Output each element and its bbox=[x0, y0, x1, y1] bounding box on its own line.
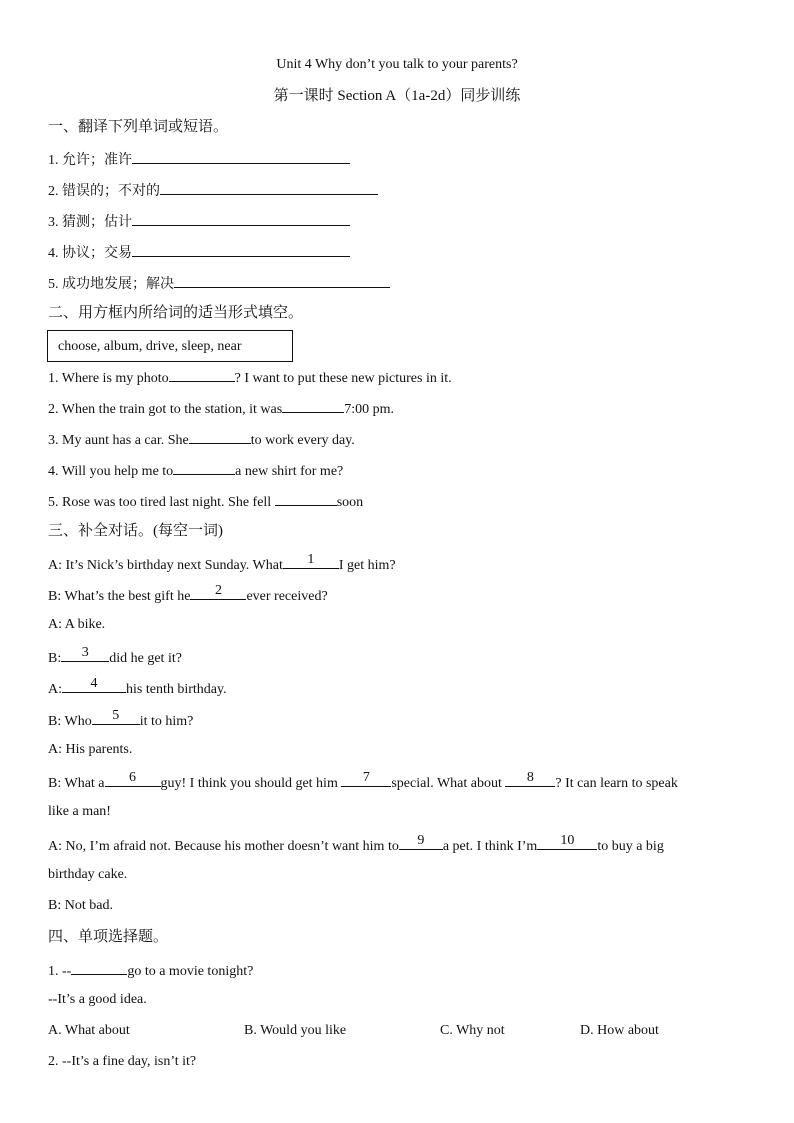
sec1-item-4 bbox=[48, 242, 350, 263]
section-1-heading: 一、翻译下列单词或短语。 bbox=[48, 119, 229, 135]
answer-blank-4[interactable] bbox=[62, 678, 126, 693]
sec2-q5-text-a: 5. Rose was too tired last night. She fell bbox=[48, 495, 275, 510]
sec2-q1 bbox=[48, 367, 452, 388]
dialogue-line-7: A: His parents. bbox=[48, 742, 133, 757]
sec2-q4 bbox=[48, 460, 343, 481]
blank-number: 3 bbox=[81, 645, 89, 660]
dialogue-text: special. What about bbox=[391, 776, 506, 791]
answer-blank[interactable] bbox=[132, 242, 350, 257]
answer-blank-2[interactable] bbox=[190, 585, 246, 600]
sec1-item-1 bbox=[48, 149, 350, 170]
dialogue-line-10 bbox=[48, 835, 664, 856]
dialogue-text: it to him? bbox=[139, 714, 194, 729]
dialogue-line-1 bbox=[48, 554, 396, 575]
answer-blank[interactable] bbox=[71, 960, 127, 975]
lesson-title: 第一课时 Section A（1a-2d）同步训练 bbox=[273, 88, 521, 104]
answer-blank[interactable] bbox=[189, 429, 251, 444]
word-box bbox=[47, 330, 293, 362]
blank-number: 1 bbox=[307, 552, 315, 567]
sec2-q1-text-b: ? I want to put these new pictures in it. bbox=[234, 371, 452, 386]
blank-number: 4 bbox=[90, 676, 98, 691]
sec1-item-3 bbox=[48, 211, 350, 232]
dialogue-text: ? It can learn to speak bbox=[555, 776, 678, 791]
dialogue-text: A: It’s Nick’s birthday next Sunday. What bbox=[48, 558, 283, 573]
dialogue-text: did he get it? bbox=[109, 651, 182, 666]
dialogue-text: a pet. I think I’m bbox=[442, 839, 538, 854]
sec1-item-2 bbox=[48, 180, 378, 201]
dialogue-line-5 bbox=[48, 678, 227, 699]
blank-number: 5 bbox=[112, 708, 120, 723]
sec4-q1 bbox=[48, 960, 253, 981]
sec2-q1-text-a: 1. Where is my photo bbox=[48, 371, 169, 386]
dialogue-text: ever received? bbox=[246, 589, 328, 604]
unit-title: Unit 4 Why don’t you talk to your parents? bbox=[276, 57, 518, 72]
answer-blank-3[interactable] bbox=[61, 647, 109, 662]
sec4-q1-text-b: go to a movie tonight? bbox=[127, 964, 254, 979]
dialogue-line-3: A: A bike. bbox=[48, 617, 106, 632]
blank-number: 7 bbox=[362, 770, 370, 785]
option-d[interactable]: D. How about bbox=[580, 1023, 659, 1038]
answer-blank-1[interactable] bbox=[283, 554, 339, 569]
sec2-q5-text-b: soon bbox=[336, 495, 364, 510]
dialogue-text: B: Who bbox=[48, 714, 92, 729]
sec2-q3-text-b: to work every day. bbox=[250, 433, 355, 448]
sec2-q3 bbox=[48, 429, 355, 450]
sec2-q2 bbox=[48, 398, 394, 419]
answer-blank[interactable] bbox=[173, 460, 235, 475]
answer-blank[interactable] bbox=[282, 398, 344, 413]
option-b[interactable]: B. Would you like bbox=[244, 1023, 347, 1038]
blank-number: 9 bbox=[417, 833, 425, 848]
sec2-q3-text-a: 3. My aunt has a car. She bbox=[48, 433, 189, 448]
sec4-q1-reply: --It’s a good idea. bbox=[48, 992, 147, 1007]
dialogue-text: guy! I think you should get him bbox=[160, 776, 342, 791]
sec1-item-5 bbox=[48, 273, 390, 294]
dialogue-text: to buy a big bbox=[597, 839, 664, 854]
dialogue-text: I get him? bbox=[338, 558, 396, 573]
blank-number: 6 bbox=[129, 770, 137, 785]
sec4-q1-text-a: 1. -- bbox=[48, 964, 72, 979]
answer-blank-5[interactable] bbox=[92, 710, 140, 725]
dialogue-text: B: What a bbox=[48, 776, 105, 791]
answer-blank[interactable] bbox=[169, 367, 235, 382]
answer-blank-6[interactable] bbox=[105, 772, 161, 787]
section-4-heading: 四、单项选择题。 bbox=[48, 929, 169, 945]
blank-number: 2 bbox=[214, 583, 222, 598]
sec1-item-2-text: 2. 错误的；不对的 bbox=[48, 184, 160, 199]
dialogue-line-11: birthday cake. bbox=[48, 867, 128, 882]
sec4-q2: 2. --It’s a fine day, isn’t it? bbox=[48, 1054, 197, 1069]
dialogue-text: A: No, I’m afraid not. Because his mother doesn’t want him to bbox=[48, 839, 399, 854]
blank-number: 8 bbox=[526, 770, 534, 785]
dialogue-text: B: bbox=[48, 651, 62, 666]
answer-blank-7[interactable] bbox=[341, 772, 391, 787]
dialogue-line-2 bbox=[48, 585, 328, 606]
answer-blank[interactable] bbox=[275, 491, 337, 506]
dialogue-text: his tenth birthday. bbox=[126, 682, 227, 697]
section-2-heading: 二、用方框内所给词的适当形式填空。 bbox=[48, 305, 304, 321]
sec2-q4-text-a: 4. Will you help me to bbox=[48, 464, 174, 479]
dialogue-line-9: like a man! bbox=[48, 804, 111, 819]
sec2-q2-text-b: 7:00 pm. bbox=[344, 402, 394, 417]
answer-blank-9[interactable] bbox=[399, 835, 443, 850]
sec1-item-3-text: 3. 猜测；估计 bbox=[48, 215, 132, 230]
answer-blank[interactable] bbox=[132, 149, 350, 164]
blank-number: 10 bbox=[560, 833, 575, 848]
sec2-q5 bbox=[48, 491, 363, 512]
dialogue-text: B: What’s the best gift he bbox=[48, 589, 191, 604]
word-box-text: choose, album, drive, sleep, near bbox=[58, 339, 242, 354]
section-3-heading: 三、补全对话。(每空一词) bbox=[48, 523, 223, 539]
answer-blank-8[interactable] bbox=[505, 772, 555, 787]
sec2-q4-text-b: a new shirt for me? bbox=[235, 464, 344, 479]
dialogue-line-6 bbox=[48, 710, 193, 731]
dialogue-text: A: bbox=[48, 682, 62, 697]
option-a[interactable]: A. What about bbox=[48, 1023, 130, 1038]
answer-blank[interactable] bbox=[174, 273, 390, 288]
answer-blank[interactable] bbox=[132, 211, 350, 226]
dialogue-line-4 bbox=[48, 647, 182, 668]
sec1-item-1-text: 1. 允许；准许 bbox=[48, 153, 132, 168]
dialogue-line-12: B: Not bad. bbox=[48, 898, 113, 913]
dialogue-line-8 bbox=[48, 772, 678, 793]
sec1-item-4-text: 4. 协议；交易 bbox=[48, 246, 132, 261]
answer-blank-10[interactable] bbox=[537, 835, 597, 850]
answer-blank[interactable] bbox=[160, 180, 378, 195]
sec1-item-5-text: 5. 成功地发展；解决 bbox=[48, 277, 174, 292]
option-c[interactable]: C. Why not bbox=[440, 1023, 505, 1038]
sec2-q2-text-a: 2. When the train got to the station, it was bbox=[48, 402, 283, 417]
